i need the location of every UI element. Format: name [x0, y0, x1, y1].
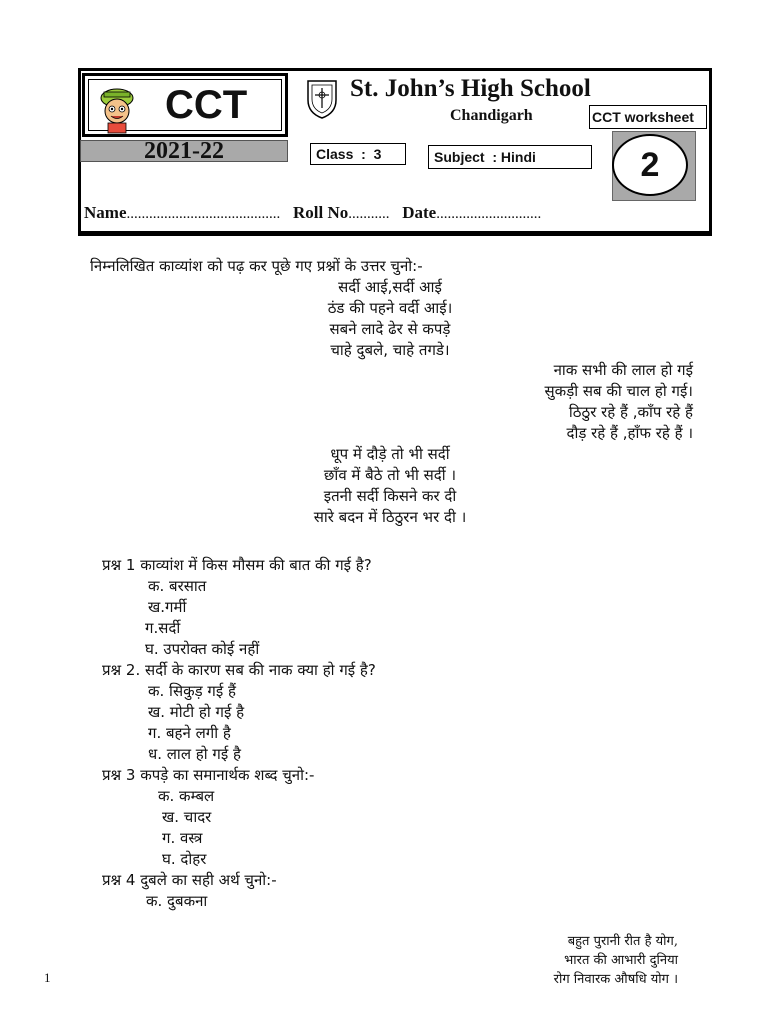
option: क. दुबकना	[146, 892, 208, 910]
student-info-row: Name......................................... Roll No........... Date............................	[84, 203, 542, 222]
question-1: प्रश्न 1 काव्यांश में किस मौसम की बात की गई है?	[102, 556, 372, 574]
school-crest-icon	[305, 78, 339, 120]
poem-line: दौड़ रहे हैं ,हाँफ रहे हैं ।	[566, 424, 693, 442]
poem-line: सारे बदन में ठिठुरन भर दी ।	[313, 508, 467, 526]
option: क. बरसात	[148, 577, 207, 595]
question-4: प्रश्न 4 दुबले का सही अर्थ चुनो:-	[102, 871, 277, 889]
option: ख.गर्मी	[148, 598, 187, 616]
worksheet-number: 2	[612, 134, 688, 196]
option: ग. बहने लगी है	[148, 724, 231, 742]
option: क. सिकुड़ गई हैं	[148, 682, 236, 700]
footer-quote-line: रोग निवारक औषधि योग ।	[553, 972, 678, 987]
poem-line: सबने लादे ढेर से कपड़े	[329, 320, 451, 338]
question-3: प्रश्न 3 कपड़े का समानार्थक शब्द चुनो:-	[102, 766, 315, 784]
poem-line: छाँव में बैठे तो भी सर्दी ।	[323, 466, 457, 484]
option: ग.सर्दी	[145, 619, 181, 637]
option: ख. चादर	[162, 808, 212, 826]
option: घ. उपरोक्त कोई नहीं	[145, 640, 260, 658]
school-name: St. John’s High School	[350, 75, 591, 102]
poem-line: इतनी सर्दी किसने कर दी	[323, 487, 457, 505]
mascot-icon	[92, 84, 142, 134]
footer-quote-line: भारत की आभारी दुनिया	[564, 953, 678, 968]
roll-label: Roll No	[292, 203, 349, 222]
option: ख. मोटी हो गई है	[148, 703, 245, 721]
academic-year: 2021-22	[144, 138, 224, 164]
option: घ. दोहर	[162, 850, 207, 868]
option: ग. वस्त्र	[162, 829, 203, 847]
subject-field: Subject : Hindi	[428, 145, 592, 169]
instruction-text: निम्नलिखित काव्यांश को पढ़ कर पूछे गए प्रश्नों के उत्तर चुनो:-	[90, 257, 423, 275]
worksheet-label: CCT worksheet	[589, 105, 707, 129]
poem-line: सुकड़ी सब की चाल हो गई।	[544, 382, 693, 400]
poem-line: ठिठुर रहे हैं ,काँप रहे हैं	[568, 403, 693, 421]
date-label: Date	[402, 203, 437, 222]
page-number: 1	[44, 970, 51, 985]
option: ध. लाल हो गई है	[148, 745, 241, 763]
cct-logo-text: CCT	[165, 83, 248, 127]
header-divider	[78, 233, 712, 236]
poem-line: नाक सभी की लाल हो गई	[553, 361, 693, 379]
poem-line: सर्दी आई,सर्दी आई	[338, 278, 442, 296]
school-city: Chandigarh	[450, 107, 533, 124]
option: क. कम्बल	[158, 787, 215, 805]
poem-line: ठंड की पहने वर्दी आई।	[327, 299, 453, 317]
poem-line: चाहे दुबले, चाहे तगडे।	[330, 341, 450, 359]
question-2: प्रश्न 2. सर्दी के कारण सब की नाक क्या हो गई है?	[102, 661, 376, 679]
footer-quote-line: बहुत पुरानी रीत है योग,	[567, 934, 678, 949]
class-field: Class : 3	[310, 143, 406, 165]
name-label: Name	[84, 203, 127, 222]
poem-line: धूप में दौड़े तो भी सर्दी	[330, 445, 450, 463]
